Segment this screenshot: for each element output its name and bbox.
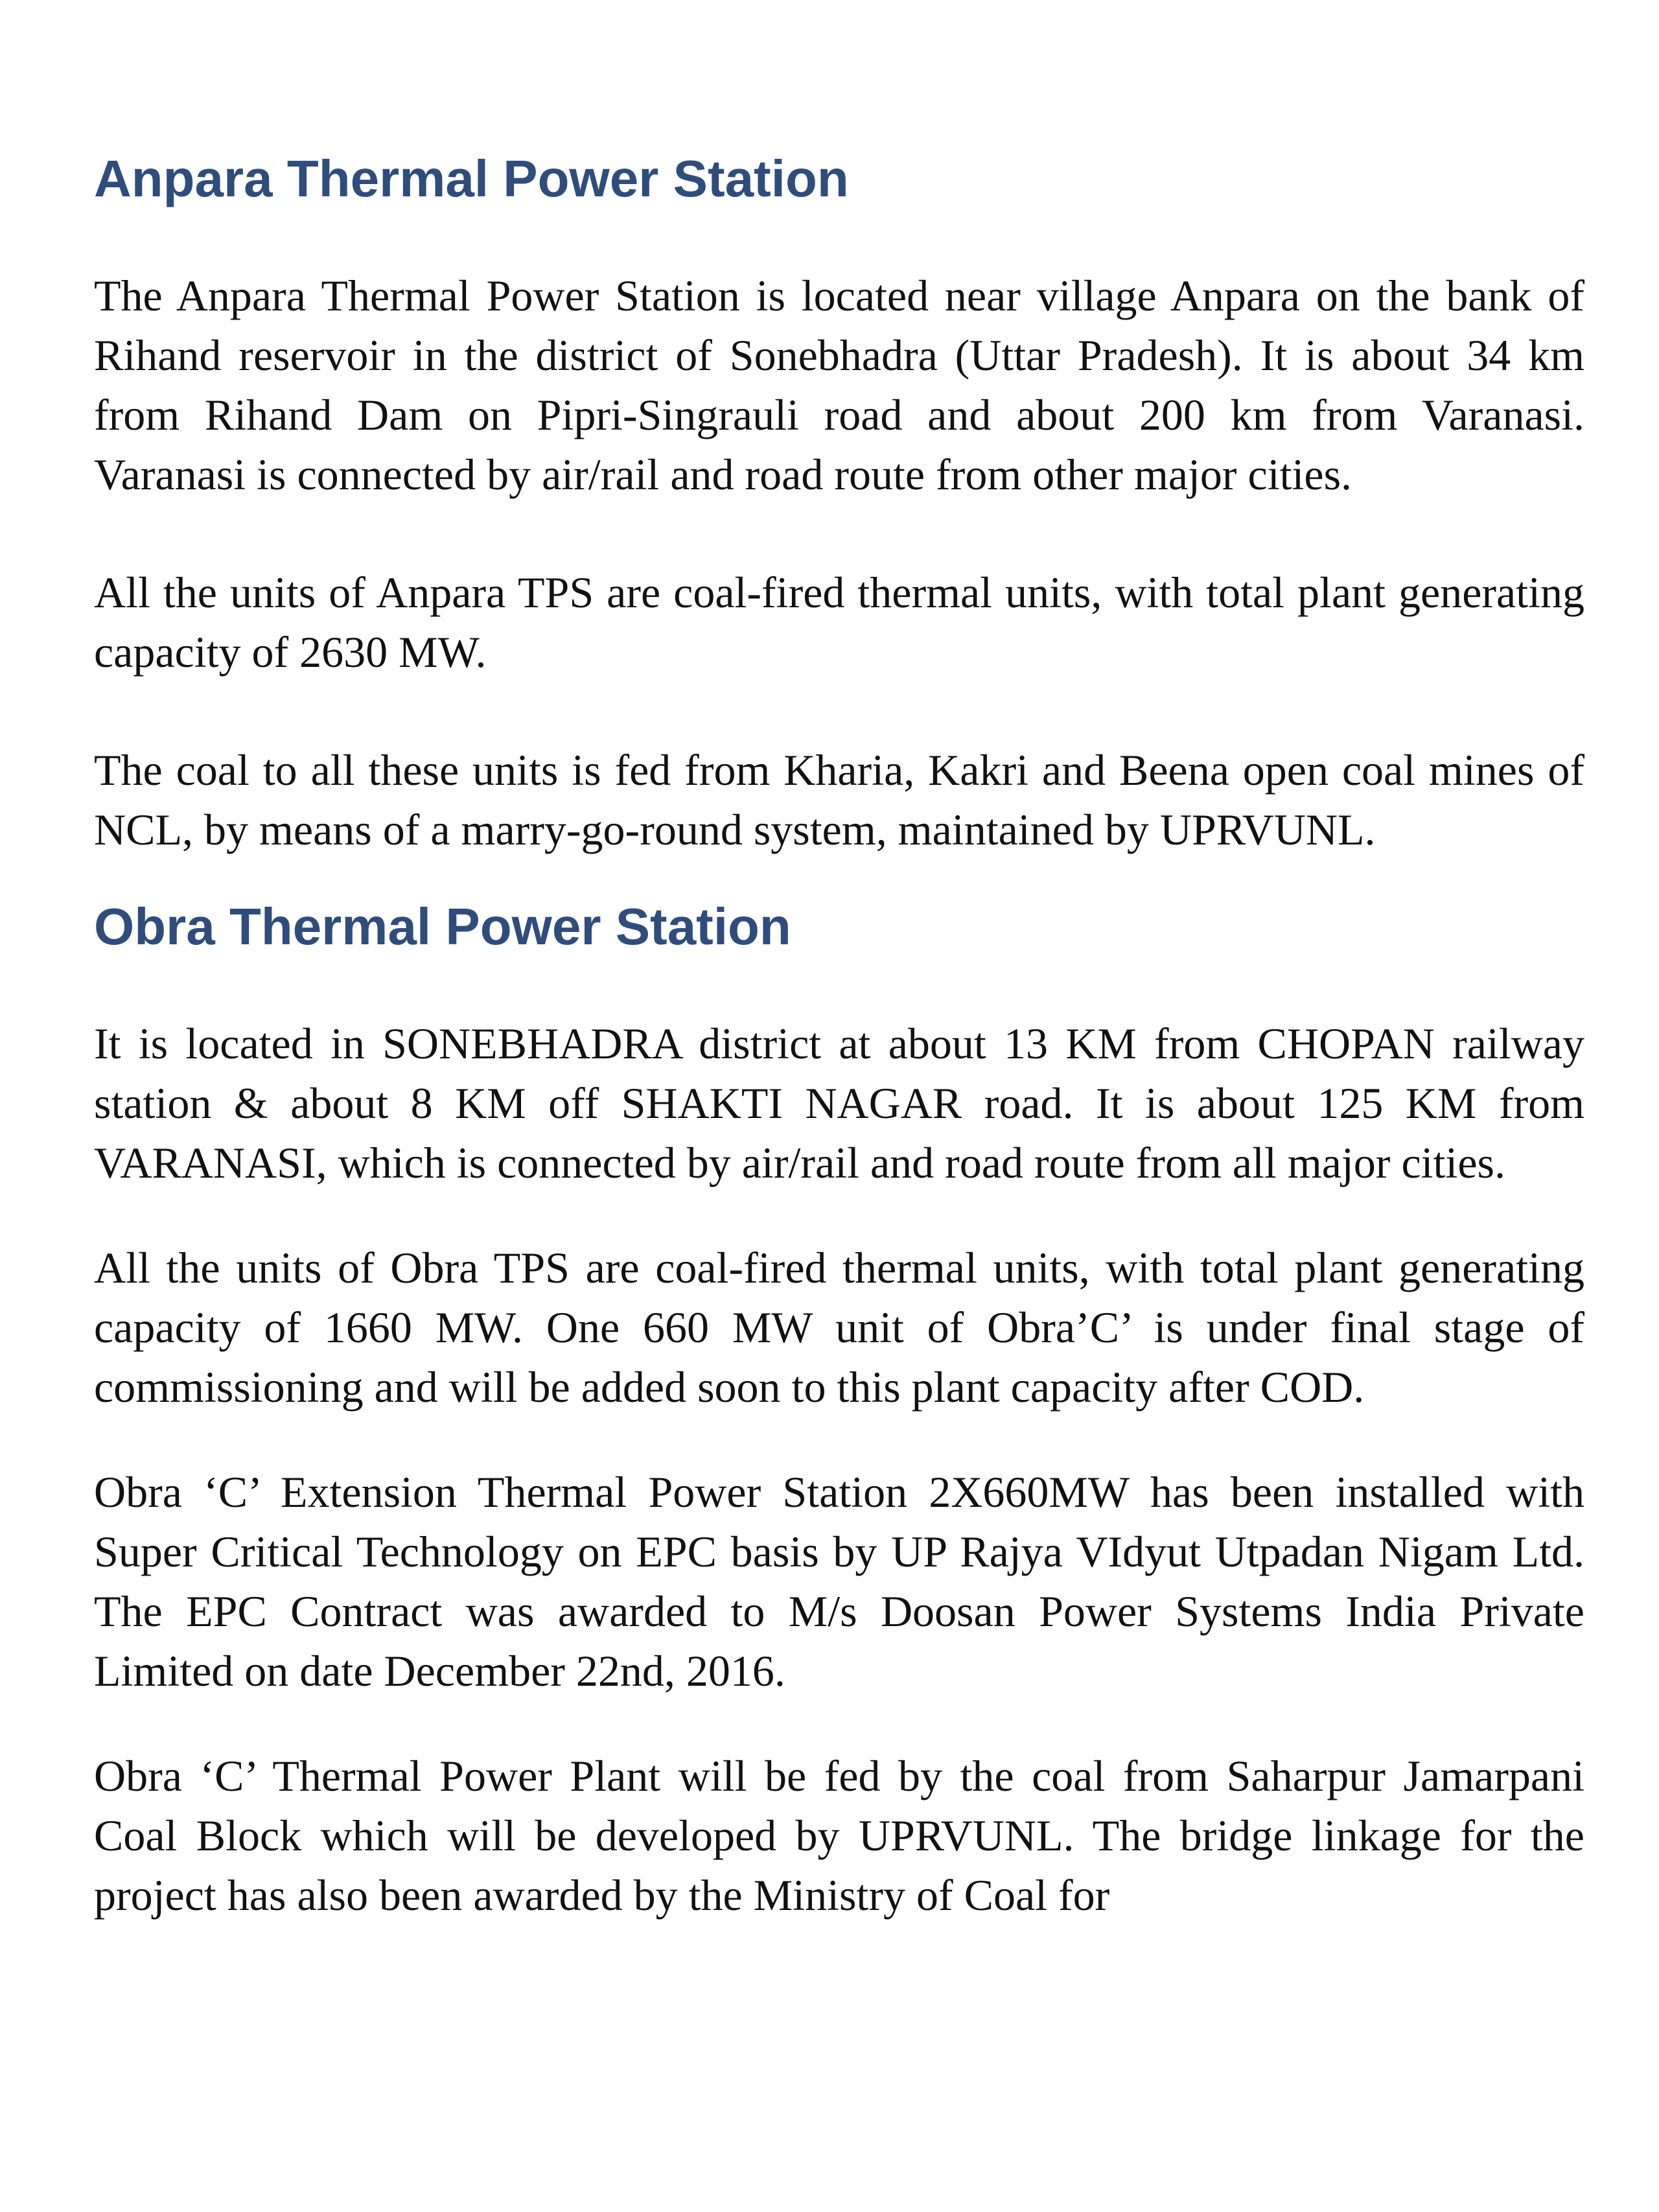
obra-capacity-paragraph: All the units of Obra TPS are coal-fired thermal units, with total plant generating capacity of 1660 MW. One 660 MW unit of Obra’C’ is under final stage of commissioning and will be added soon to this plant capacity after COD. bbox=[94, 1243, 1584, 1412]
obra-location-paragraph: It is located in SONEBHADRA district at about 13 KM from CHOPAN railway station & about 8 KM off SHAKTI NAGAR road. It is about 125 KM from VARANASI, which is connected by air/rail and road route from all major cities. bbox=[94, 1019, 1584, 1187]
anpara-capacity-paragraph: All the units of Anpara TPS are coal-fired thermal units, with total plant generating capacity of 2630 MW. bbox=[94, 568, 1584, 677]
section-heading-obra: Obra Thermal Power Station bbox=[94, 898, 791, 955]
anpara-coal-supply-paragraph: The coal to all these units is fed from Kharia, Kakri and Beena open coal mines of NCL, by means of a marry-go-round system, maintained by UPRVUNL. bbox=[94, 745, 1584, 854]
obra-c-extension-paragraph: Obra ‘C’ Extension Thermal Power Station 2X660MW has been installed with Super Critical Technology on EPC basis by UP Rajya VIdyut Utpadan Nigam Ltd. The EPC Contract was awarded to M/s Doosan Power Systems India Private Limited on date December 22nd, 2016. bbox=[94, 1467, 1584, 1695]
obra-c-coal-paragraph: Obra ‘C’ Thermal Power Plant will be fed by the coal from Saharpur Jamarpani Coal Block which will be developed by UPRVUNL. The bridge linkage for the project has also been awarded by the Ministry of Coal for bbox=[94, 1751, 1584, 1920]
anpara-location-paragraph: The Anpara Thermal Power Station is located near village Anpara on the bank of Rihand reservoir in the district of Sonebhadra (Uttar Pradesh). It is about 34 km from Rihand Dam on Pipri-Singrauli road and about 200 km from Varanasi. Varanasi is connected by air/rail and road route from other major cities. bbox=[94, 271, 1584, 499]
section-heading-anpara: Anpara Thermal Power Station bbox=[94, 150, 849, 207]
document-page bbox=[94, 149, 1584, 1925]
